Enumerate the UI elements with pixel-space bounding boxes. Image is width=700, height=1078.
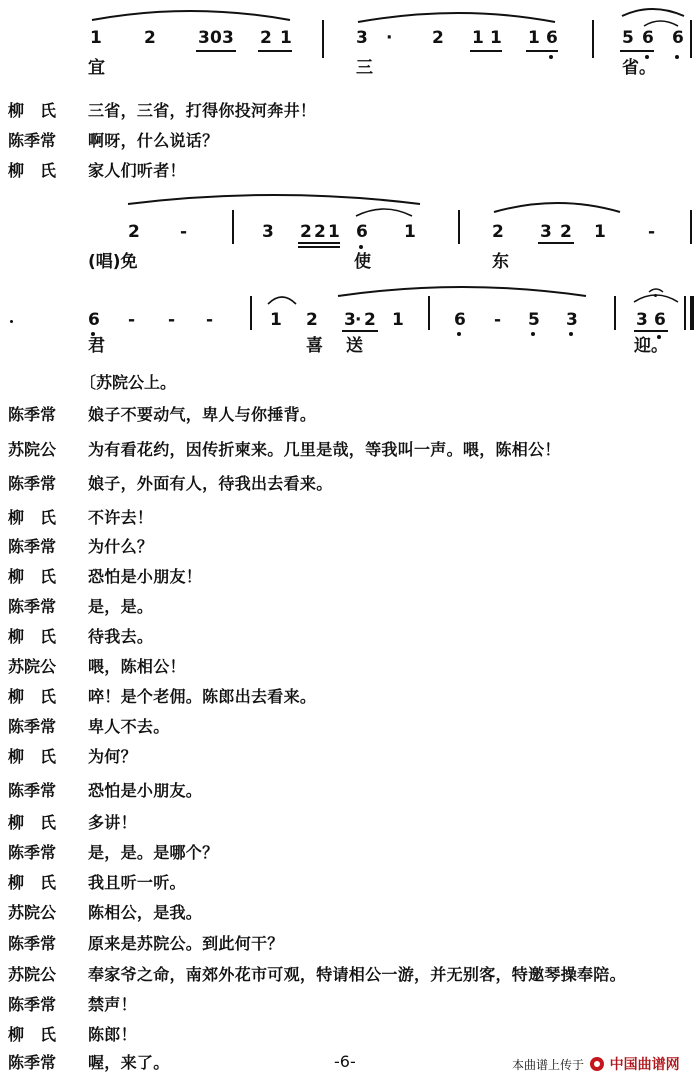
- note: 2: [260, 28, 272, 48]
- dialogue-line: [0, 652, 700, 682]
- dialogue-line: [0, 929, 700, 959]
- underline: [470, 50, 502, 52]
- underline: [634, 330, 668, 332]
- speaker: 苏院公: [8, 440, 57, 459]
- line-text: 娘子不要动气，卑人与你捶背。: [88, 405, 317, 424]
- lyric: 三: [356, 58, 373, 78]
- note: 6: [672, 28, 684, 48]
- line-text: 陈相公，是我。: [88, 903, 203, 922]
- underline: [342, 330, 378, 332]
- lyric: 使: [354, 252, 371, 272]
- line-text: 为什么？: [88, 537, 154, 556]
- dialogue-line: [0, 990, 700, 1020]
- line-text: 是，是。是哪个？: [88, 843, 219, 862]
- notation-system-2: [0, 190, 700, 270]
- lyric: 君: [88, 336, 105, 356]
- speaker: 陈季常: [8, 131, 57, 150]
- speaker: 柳 氏: [8, 567, 57, 586]
- line-text: 三省，三省，打得你投河奔井！: [88, 101, 317, 120]
- note: 3: [262, 222, 274, 242]
- note: 0: [210, 28, 222, 48]
- barline: [428, 296, 430, 330]
- note: -: [128, 310, 136, 330]
- note: 3: [566, 310, 578, 330]
- speaker: 苏院公: [8, 965, 57, 984]
- note: 1: [594, 222, 606, 242]
- speaker: 陈季常: [8, 934, 57, 953]
- speaker: 柳 氏: [8, 813, 57, 832]
- dialogue-line: [0, 400, 700, 430]
- note: -: [180, 222, 188, 242]
- line-text: 奉家爷之命，南郊外花市可观，特请相公一游，并无别客，特邀琴操奉陪。: [88, 965, 626, 984]
- lyric: 宜: [88, 58, 105, 78]
- barline: [232, 210, 234, 244]
- dialogue-line: [0, 532, 700, 562]
- watermark-prefix: 本曲谱上传于: [512, 1058, 585, 1072]
- slur-marks: [0, 0, 700, 90]
- note: 2: [144, 28, 156, 48]
- note: 1: [280, 28, 292, 48]
- lyric: 喜: [306, 336, 323, 356]
- speaker: 陈季常: [8, 843, 57, 862]
- note: 5: [528, 310, 540, 330]
- note: -: [494, 310, 502, 330]
- underline: [298, 246, 340, 248]
- underline: [526, 50, 558, 52]
- low-octave-dot: [549, 55, 553, 59]
- note: 3: [222, 28, 234, 48]
- dialogue-line: [0, 1020, 700, 1050]
- line-text: 家人们听者！: [88, 161, 186, 180]
- line-text: 喔，来了。: [88, 1053, 170, 1072]
- note: -: [206, 310, 214, 330]
- dialogue-line: [0, 868, 700, 898]
- speaker: 陈季常: [8, 405, 57, 424]
- speaker: 柳 氏: [8, 508, 57, 527]
- note: 2: [300, 222, 312, 242]
- note: 3: [356, 28, 368, 48]
- speaker: 陈季常: [8, 474, 57, 493]
- line-text: 恐怕是小朋友。: [88, 781, 203, 800]
- speaker: 柳 氏: [8, 747, 57, 766]
- dialogue-line: [0, 742, 700, 772]
- barline: [690, 210, 692, 244]
- line-text: 卑人不去。: [88, 717, 170, 736]
- speaker: 柳 氏: [8, 873, 57, 892]
- underline: [196, 50, 236, 52]
- note: 2: [128, 222, 140, 242]
- dialogue-line: [0, 156, 700, 186]
- line-text: 为何？: [88, 747, 137, 766]
- dialogue-line: [0, 776, 700, 806]
- dialogue-line: [0, 898, 700, 928]
- underline: [298, 242, 340, 244]
- line-text: 陈郎！: [88, 1025, 137, 1044]
- line-text: 是，是。: [88, 597, 154, 616]
- note: 6: [88, 310, 100, 330]
- note: 2: [492, 222, 504, 242]
- watermark[interactable]: [512, 1054, 680, 1074]
- note: 1: [328, 222, 340, 242]
- low-octave-dot: [569, 332, 573, 336]
- note: 3: [540, 222, 552, 242]
- dialogue-line: [0, 592, 700, 622]
- stage-direction: 〔苏院公上。: [80, 373, 177, 392]
- note: 1: [472, 28, 484, 48]
- speaker: 陈季常: [8, 781, 57, 800]
- barline: [322, 20, 324, 58]
- dialogue-line: [0, 435, 700, 465]
- note: 1: [392, 310, 404, 330]
- dialogue-line: [0, 503, 700, 533]
- dialogue-line: [0, 712, 700, 742]
- note: 3: [636, 310, 648, 330]
- note: 1: [90, 28, 102, 48]
- note: 1: [404, 222, 416, 242]
- speaker: 陈季常: [8, 537, 57, 556]
- speaker: 陈季常: [8, 995, 57, 1014]
- notation-system-1: [0, 0, 700, 90]
- note: ·: [386, 28, 393, 48]
- note: 3: [198, 28, 210, 48]
- line-text: 待我去。: [88, 627, 154, 646]
- fermata-dot: [654, 294, 657, 297]
- underline: [258, 50, 292, 52]
- barline: [690, 20, 692, 58]
- note: 2: [306, 310, 318, 330]
- note: 6: [356, 222, 368, 242]
- barline: [614, 296, 616, 330]
- note: 1: [490, 28, 502, 48]
- note: 2: [432, 28, 444, 48]
- lyric: 省。: [622, 58, 656, 78]
- low-octave-dot: [675, 55, 679, 59]
- line-text: 我且听一听。: [88, 873, 186, 892]
- barline: [592, 20, 594, 58]
- note: 2: [364, 310, 376, 330]
- line-text: 原来是苏院公。到此何干？: [88, 934, 284, 953]
- barline: [250, 296, 252, 330]
- speaker: 陈季常: [8, 717, 57, 736]
- line-text: 多讲！: [88, 813, 137, 832]
- dialogue-line: [0, 808, 700, 838]
- note: -: [648, 222, 656, 242]
- watermark-brand: 中国曲谱网: [609, 1057, 680, 1073]
- note: 2: [314, 222, 326, 242]
- note: 3: [344, 310, 356, 330]
- dialogue-line: [0, 96, 700, 126]
- note: 5: [622, 28, 634, 48]
- line-text: 娘子，外面有人，待我出去看来。: [88, 474, 333, 493]
- notation-system-3: [0, 280, 700, 360]
- note: 6: [546, 28, 558, 48]
- speaker: 柳 氏: [8, 1025, 57, 1044]
- note: 1: [528, 28, 540, 48]
- note: 6: [642, 28, 654, 48]
- line-text: 啐！是个老佣。陈郎出去看来。: [88, 687, 317, 706]
- speaker: 柳 氏: [8, 627, 57, 646]
- speaker: 陈季常: [8, 597, 57, 616]
- line-text: 为有看花约，因传折柬来。几里是哉，等我叫一声。喂，陈相公！: [88, 440, 561, 459]
- page-number: -6-: [334, 1052, 356, 1071]
- dialogue-line: [0, 622, 700, 652]
- speaker: 柳 氏: [8, 101, 57, 120]
- low-octave-dot: [359, 245, 363, 249]
- underline: [538, 242, 574, 244]
- barline: [458, 210, 460, 244]
- speaker: 苏院公: [8, 903, 57, 922]
- note: 1: [270, 310, 282, 330]
- line-text: 啊呀，什么说话？: [88, 131, 219, 150]
- note: 6: [654, 310, 666, 330]
- dialogue-line: [0, 562, 700, 592]
- lyric: 迎。: [634, 336, 668, 356]
- underline: [620, 50, 654, 52]
- speaker: 陈季常: [8, 1053, 57, 1072]
- note: 2: [560, 222, 572, 242]
- dialogue-line: [0, 682, 700, 712]
- dialogue-line: [0, 126, 700, 156]
- final-barline: [690, 296, 694, 330]
- speaker: 柳 氏: [8, 161, 57, 180]
- line-text: 不许去！: [88, 508, 154, 527]
- speaker: 苏院公: [8, 657, 57, 676]
- note: ·: [355, 310, 362, 330]
- note: 6: [454, 310, 466, 330]
- line-text: 恐怕是小朋友！: [88, 567, 203, 586]
- lyric: 东: [492, 252, 509, 272]
- dialogue-line: [0, 838, 700, 868]
- dialogue-line: [0, 469, 700, 499]
- note: -: [168, 310, 176, 330]
- low-octave-dot: [457, 332, 461, 336]
- low-octave-dot: [531, 332, 535, 336]
- lyric: 送: [346, 336, 363, 356]
- site-logo-icon: [590, 1057, 604, 1071]
- dialogue-line: [0, 960, 700, 990]
- speaker: 柳 氏: [8, 687, 57, 706]
- lyric: (唱)免: [88, 252, 138, 272]
- barline: [684, 296, 686, 330]
- line-text: 禁声！: [88, 995, 137, 1014]
- line-text: 喂，陈相公！: [88, 657, 186, 676]
